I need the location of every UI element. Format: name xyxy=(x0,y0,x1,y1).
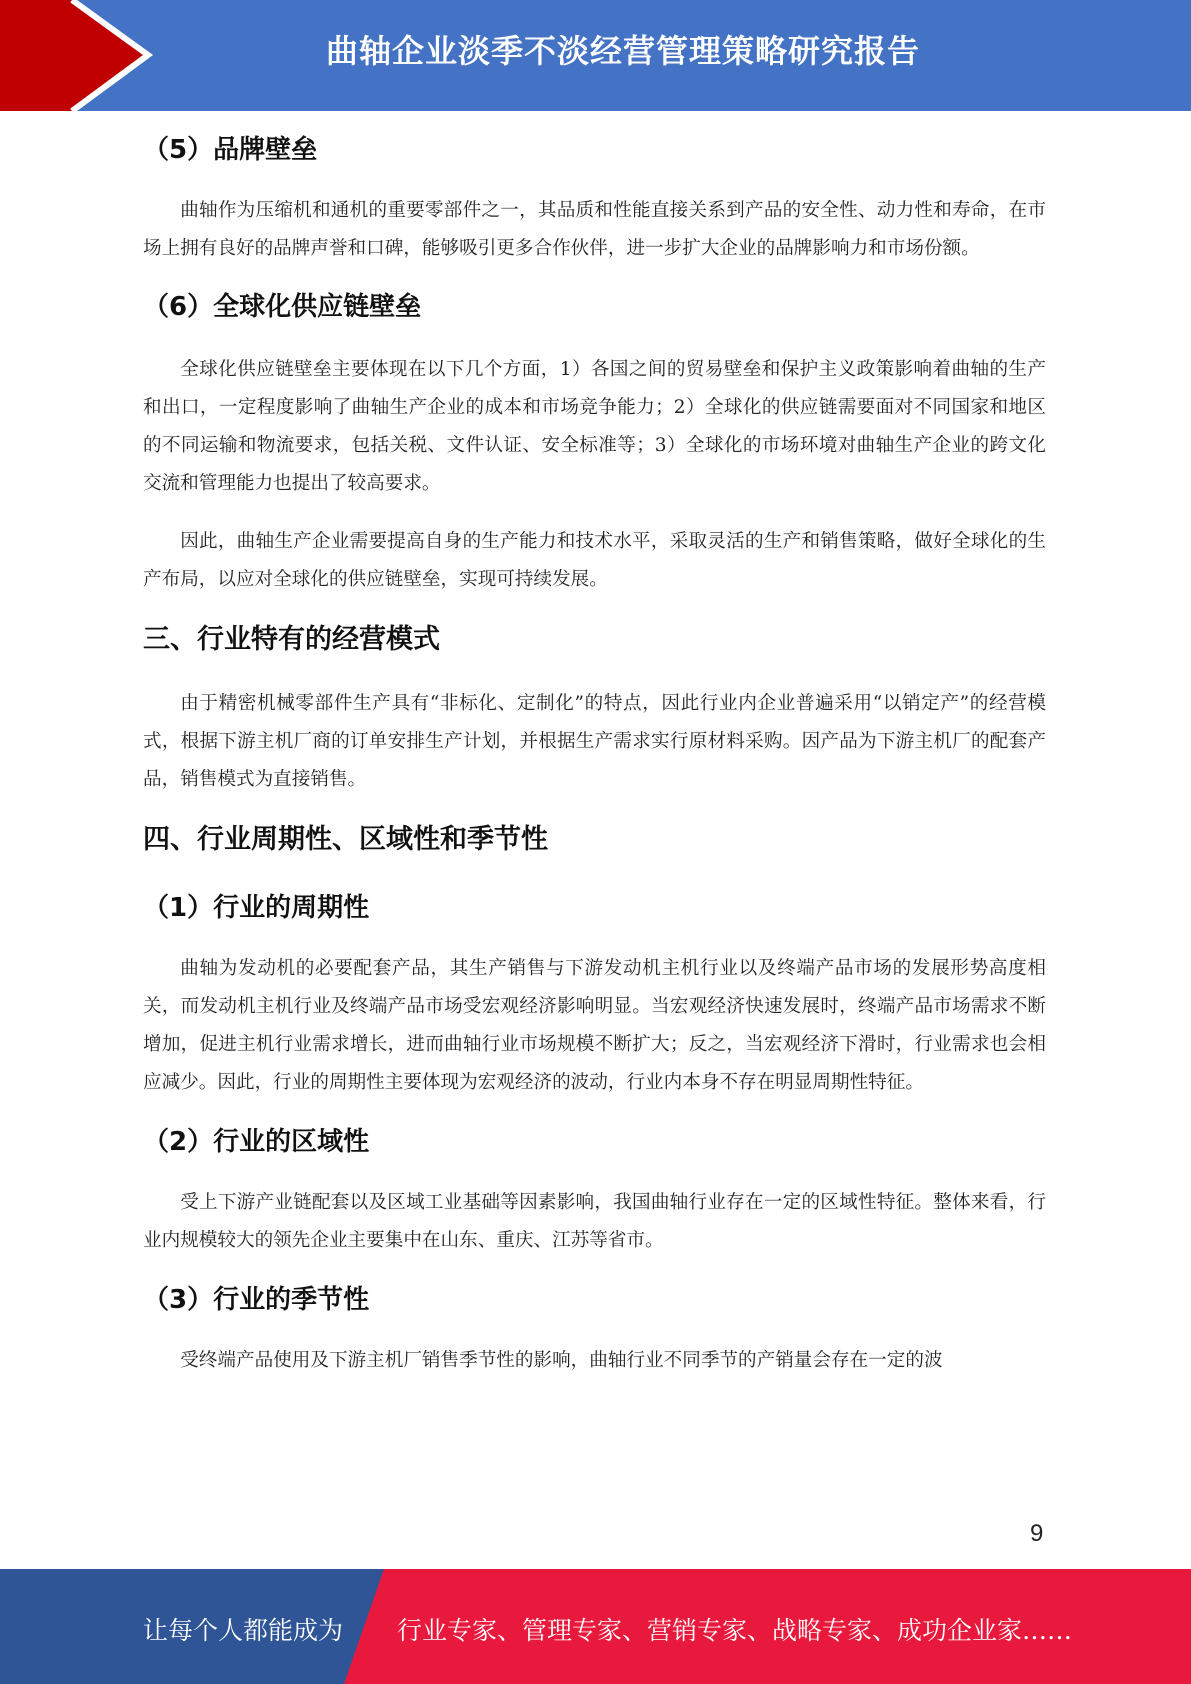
heading-periodicity: （1）行业的周期性 xyxy=(143,893,370,923)
paragraph-business-model: 由于精密机械零部件生产具有“非标化、定制化”的特点，因此行业内企业普遍采用“以销定产”的经营模式，根据下游主机厂商的订单安排生产计划，并根据生产需求实行原材料采购。因产品为下游主机厂的配套产品，销售模式为直接销售。 xyxy=(143,693,1046,790)
red-arrow xyxy=(0,0,148,111)
paragraph-brand: 曲轴作为压缩机和通机的重要零部件之一，其品质和性能直接关系到产品的安全性、动力性和寿命，在市场上拥有良好的品牌声誉和口碑，能够吸引更多合作伙伴，进一步扩大企业的品牌影响力和市场份额。 xyxy=(143,200,1046,259)
footer-slogan-right: 行业专家、管理专家、营销专家、战略专家、成功企业家…… xyxy=(397,1616,1073,1645)
page-header xyxy=(0,0,1191,111)
heading-cycle-region-season: 四、行业周期性、区域性和季节性 xyxy=(143,824,548,855)
page-number: 9 xyxy=(1030,1520,1044,1547)
report-title: 曲轴企业淡季不淡经营管理策略研究报告 xyxy=(326,32,921,70)
footer-slogan-left: 让每个人都能成为 xyxy=(143,1616,344,1645)
heading-business-model: 三、行业特有的经营模式 xyxy=(143,624,440,655)
paragraph-supply-chain-2: 因此，曲轴生产企业需要提高自身的生产能力和技术水平，采取灵活的生产和销售策略，做好全球化的生产布局，以应对全球化的供应链壁垒，实现可持续发展。 xyxy=(143,531,1046,590)
heading-brand-barrier: （5）品牌壁垒 xyxy=(143,135,318,165)
paragraph-periodicity: 曲轴为发动机的必要配套产品，其生产销售与下游发动机主机行业以及终端产品市场的发展形势高度相关，而发动机主机行业及终端产品市场受宏观经济影响明显。当宏观经济快速发展时，终端产品市场需求不断增加，促进主机行业需求增长，进而曲轴行业市场规模不断扩大；反之，当宏观经济下滑时，行业需求也会相应减少。因此，行业的周期性主要体现为宏观经济的波动，行业内本身不存在明显周期性特征。 xyxy=(143,958,1046,1093)
page-footer xyxy=(0,1569,1191,1684)
heading-supply-chain-barrier: （6）全球化供应链壁垒 xyxy=(143,292,422,322)
heading-regionality: （2）行业的区域性 xyxy=(143,1127,370,1157)
paragraph-supply-chain-1: 全球化供应链壁垒主要体现在以下几个方面，1）各国之间的贸易壁垒和保护主义政策影响着曲轴的生产和出口，一定程度影响了曲轴生产企业的成本和市场竞争能力；2）全球化的供应链需要面对不同国家和地区的不同运输和物流要求，包括关税、文件认证、安全标准等；3）全球化的市场环境对曲轴生产企业的跨文化交流和管理能力也提出了较高要求。 xyxy=(143,359,1046,494)
paragraph-seasonality: 受终端产品使用及下游主机厂销售季节性的影响，曲轴行业不同季节的产销量会存在一定的波 xyxy=(180,1350,943,1371)
heading-seasonality: （3）行业的季节性 xyxy=(143,1285,370,1315)
paragraph-regionality: 受上下游产业链配套以及区域工业基础等因素影响，我国曲轴行业存在一定的区域性特征。整体来看，行业内规模较大的领先企业主要集中在山东、重庆、江苏等省市。 xyxy=(143,1192,1046,1251)
main-content xyxy=(143,128,1046,1380)
